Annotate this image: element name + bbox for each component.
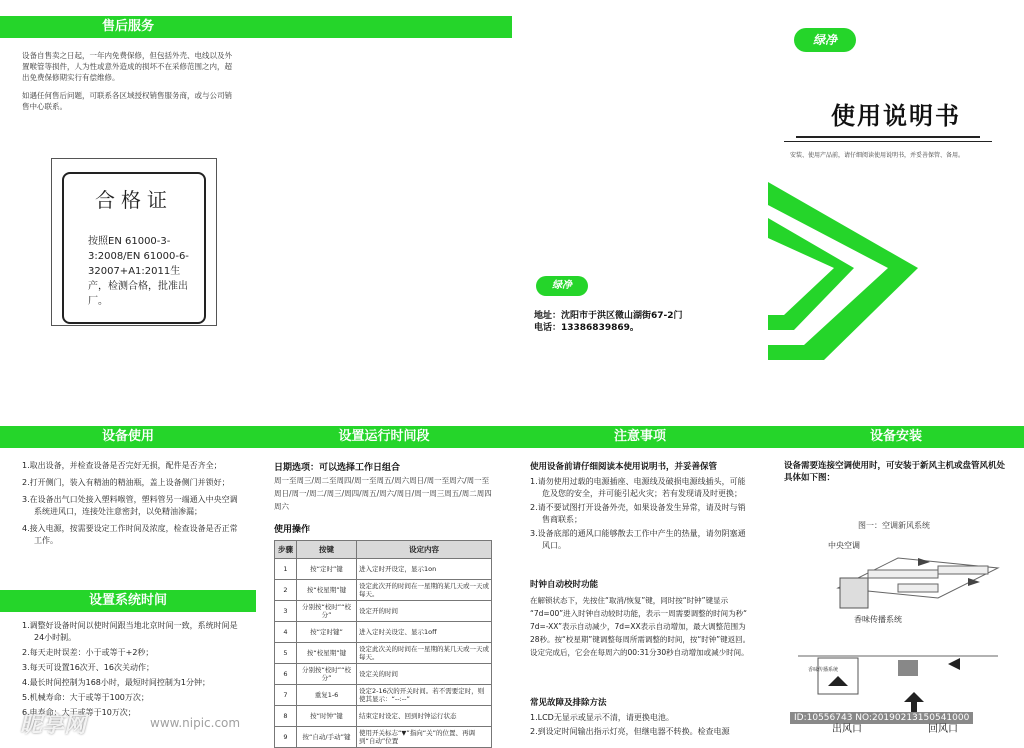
step-key: 按“校星期”键 (297, 580, 357, 601)
watermark-url: www.nipic.com (150, 716, 241, 730)
steps-table (274, 540, 492, 748)
step-number: 6 (275, 664, 297, 685)
step-content: 结束定时设定、回到时钟运行状态 (357, 706, 492, 727)
system-time-list (22, 620, 238, 722)
note-item: 3.设备底部的通风口能够散去工作中产生的热量，请勿阴塞通风口。 (530, 529, 746, 550)
step-key: 分别按“校时”“校分” (297, 601, 357, 622)
schedule-title: 设置运行时间段 (256, 426, 512, 448)
step-content: 设定2-16次的开关时间。若不需要定时，则使其显示：“--:--” (357, 685, 492, 706)
usage-list (22, 460, 238, 552)
usage-title: 设备使用 (0, 426, 256, 448)
cover-subtitle: 安装、使用产品前，请仔细阅读使用说明书，并妥善保管、备用。 (790, 152, 965, 159)
step-number: 2 (275, 580, 297, 601)
usage-item: 2.打开侧门，装入有精油的精油瓶，盖上设备侧门并锁好； (22, 478, 230, 487)
step-key: 按“定时键” (297, 622, 357, 643)
fault-item: 1.LCD无显示或显示不清，请更换电池。 (530, 713, 674, 722)
step-content: 进入定时开设定，显示1on (357, 559, 492, 580)
date-options-text: 周一至周三/周二至周四/周一至周五/周六周日/周一至周六/周一至周日/周一/周二/周三/周四/周五/周六/周日/周一周三周五/周二周四周六 (274, 476, 492, 511)
panel-notes (512, 410, 769, 740)
label-return: 回风口 (928, 724, 958, 735)
blank-green-bar (256, 16, 512, 38)
certificate-text: 按照EN 61000-3-3:2008/EN 61000-6-32007+A1:2011生产，检测合格，批准出厂。 (88, 236, 189, 307)
steps-row (275, 559, 492, 580)
cover-chevron-graphic (768, 0, 1024, 360)
step-number: 5 (275, 643, 297, 664)
panel-install (768, 410, 1024, 740)
panel-front-cover (768, 0, 1024, 360)
back-logo: 绿净 (536, 276, 588, 296)
fault-heading: 常见故障及排除方法 (530, 698, 607, 708)
system-time-title: 设置系统时间 (0, 590, 256, 612)
fault-item: 2.到设定时间输出指示灯亮，但继电器不转换。检查电源 (530, 727, 730, 736)
label-outlet: 出风口 (832, 724, 862, 735)
install-title: 设备安装 (768, 426, 1024, 448)
step-key: 按“定时”键 (297, 559, 357, 580)
step-key: 按“自动/手动”键 (297, 727, 357, 748)
certificate-box (62, 172, 206, 324)
note-item: 2.请不要试图打开设备外壳，如果设备发生异常，请及时与销售商联系； (530, 503, 746, 524)
steps-row (275, 664, 492, 685)
time-item: 6.电寿命：大于或等于10万次； (22, 708, 136, 717)
label-small-fragrance: 香味传播系统 (808, 667, 839, 673)
step-key: 按“校星期”键 (297, 643, 357, 664)
watermark-id: ID:10556743 NO:20190213150541000 (790, 712, 973, 724)
clock-text: 在解锁状态下，先按住“取消/恢复”键，同时按“时钟”键显示 “7d=00”进入时钟自动较时功能，表示一周需要调整的时间为秒“ 7d=-XX”表示自动减少，7d=XX表示自动增加，最大调整范围为28秒。按“校星期”键调整每周所需调整的时间，按“时钟”键返回。设定完成后，它会在每周六的00:31分30秒自动增加或减少时间。 (530, 596, 751, 657)
notes-list (530, 476, 752, 554)
label-fragrance-system: 香味传播系统 (854, 615, 902, 624)
clock-heading: 时钟自动校时功能 (530, 580, 599, 590)
step-number: 8 (275, 706, 297, 727)
steps-body (275, 559, 492, 748)
steps-row (275, 601, 492, 622)
step-number: 4 (275, 622, 297, 643)
step-content: 设定关的时间 (357, 664, 492, 685)
title-underline-thin (784, 141, 992, 142)
usage-item: 3.在设备出气口处接入塑料喉管，塑料管另一端通入中央空调系统进风口，连接处注意密封，以免精油渗漏； (22, 495, 238, 516)
step-content: 设定此次关的时间在一星期的某几天或一天或每天。 (357, 643, 492, 664)
steps-header-step: 步骤 (275, 541, 297, 559)
manual-title: 使用说明书 (831, 102, 961, 130)
step-key: 重复1-6 (297, 685, 357, 706)
time-item: 3.每天可设置16次开、16次关动作； (22, 663, 154, 672)
operation-heading: 使用操作 (274, 525, 311, 535)
time-item: 5.机械寿命：大于或等于100万次； (22, 693, 149, 702)
step-content: 设定开的时间 (357, 601, 492, 622)
steps-row (275, 622, 492, 643)
warranty-text: 设备自售卖之日起，一年内免费保修，但包括外壳、电线以及外置喉管等损件，人为性或意外造成的损坏不在采修范围之内，超出免费保修期实行有偿维修。 (22, 51, 232, 82)
steps-row (275, 706, 492, 727)
label-central-ac: 中央空调 (828, 541, 860, 550)
step-number: 1 (275, 559, 297, 580)
panel-back-cover (512, 0, 769, 360)
step-key: 分别按“校时”“校分” (297, 664, 357, 685)
address-text: 地址：沈阳市于洪区微山湖街67-2门 (534, 311, 683, 321)
vent-diagram (798, 646, 998, 716)
steps-row (275, 580, 492, 601)
step-content: 使用开关标志“▼”指向“关”的位置、再调到“自动”位置 (357, 727, 492, 748)
panel-after-sales (0, 0, 257, 360)
steps-row (275, 643, 492, 664)
panel-blank (256, 0, 513, 360)
step-content: 进入定时关设定、显示1off (357, 622, 492, 643)
notes-heading: 使用设备前请仔细阅读本使用说明书，并妥善保管 (530, 462, 718, 472)
step-key: 按“时钟”键 (297, 706, 357, 727)
title-underline (796, 136, 980, 138)
note-item: 1.请勿使用过载的电源插座、电源线及破损电源线插头，可能危及您的安全，并可能引起火灾；若有发现请及时更换； (530, 477, 746, 498)
steps-header-key: 按键 (297, 541, 357, 559)
usage-item: 1.取出设备，并检查设备是否完好无损，配件是否齐全； (22, 461, 222, 470)
step-number: 9 (275, 727, 297, 748)
phone-text: 电话：13386839869。 (534, 323, 639, 333)
fig1-caption: 图一：空调新风系统 (858, 521, 930, 530)
usage-item: 4.接入电源，按需要设定工作时间及浓度，检查设备是否正常工作。 (22, 524, 238, 545)
step-content: 设定此次开的时间在一星期的某几天或一天或每天。 (357, 580, 492, 601)
after-sales-title: 售后服务 (0, 16, 256, 38)
steps-header-content: 设定内容 (357, 541, 492, 559)
steps-row (275, 685, 492, 706)
notes-title: 注意事项 (512, 426, 768, 448)
hvac-diagram (828, 548, 1008, 618)
date-options-heading: 日期选项：可以选择工作日组合 (274, 463, 401, 473)
install-intro: 设备需要连接空调使用时，可安装于新风主机或盘管风机处具体如下图： (784, 461, 1006, 483)
time-item: 2.每天走时误差：小于或等于+2秒； (22, 648, 154, 657)
contact-text: 如遇任何售后问题，可联系各区域授权销售服务商，或与公司销售中心联系。 (22, 91, 232, 111)
cover-logo: 绿净 (794, 28, 856, 52)
step-number: 7 (275, 685, 297, 706)
steps-row (275, 727, 492, 748)
panel-usage (0, 410, 257, 740)
time-item: 4.最长时间控制为168小时，最短时间控制为1分钟； (22, 678, 210, 687)
watermark-brand: 昵享网 (20, 713, 87, 738)
step-number: 3 (275, 601, 297, 622)
time-item: 1.调整好设备时间以使时间跟当地北京时间一致，系统时间是24小时制。 (22, 621, 238, 642)
certificate-title: 合格证 (95, 188, 173, 212)
